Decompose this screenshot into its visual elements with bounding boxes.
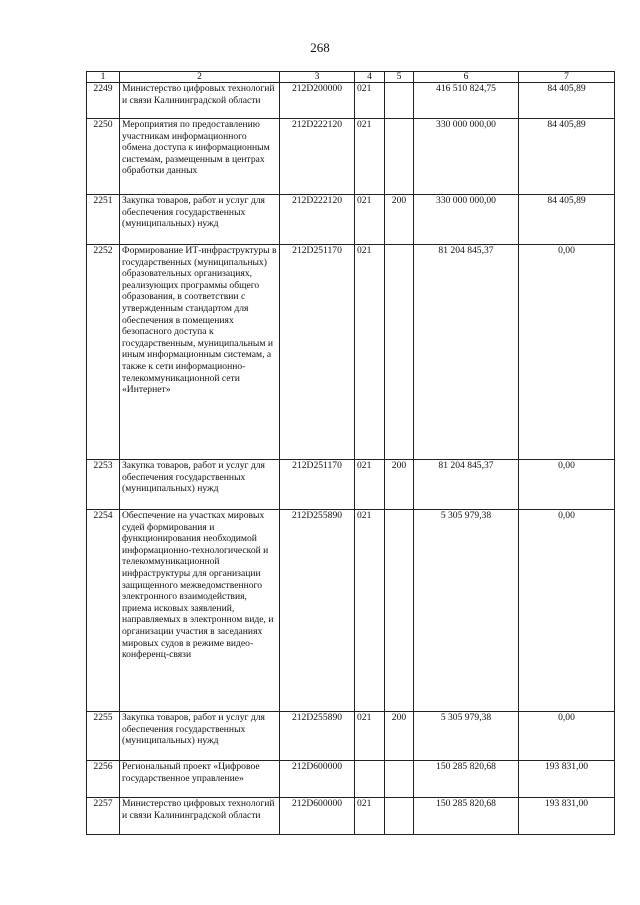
ministry-code: 021	[355, 119, 385, 195]
item-name: Министерство цифровых технологий и связи Калининградской области	[120, 798, 280, 835]
row-number: 2252	[87, 245, 120, 460]
item-name: Мероприятия по предоставлению участникам информационного обмена доступа к информационным системам, размещенным в центрах обработки данных	[120, 119, 280, 195]
column-header: 7	[519, 72, 615, 83]
expense-type-code	[385, 119, 414, 195]
amount-col7: 0,00	[519, 510, 615, 712]
amount-col6: 330 000 000,00	[414, 119, 519, 195]
amount-col6: 5 305 979,38	[414, 712, 519, 761]
target-code: 212D222120	[280, 195, 355, 245]
row-number: 2256	[87, 761, 120, 798]
table-row	[87, 510, 615, 712]
amount-col7: 193 831,00	[519, 761, 615, 798]
target-code: 212D251170	[280, 245, 355, 460]
amount-col7: 193 831,00	[519, 798, 615, 835]
item-name: Региональный проект «Цифровое государственное управление»	[120, 761, 280, 798]
item-name: Закупка товаров, работ и услуг для обеспечения государственных (муниципальных) нужд	[120, 460, 280, 510]
item-name: Закупка товаров, работ и услуг для обеспечения государственных (муниципальных) нужд	[120, 712, 280, 761]
table-row	[87, 195, 615, 245]
item-name: Обеспечение на участках мировых судей формирования и функционирования необходимой информационно-технологической и телекоммуникационной инфраструктуры для организации защищенного межведомственного электронного взаимодействия, приема исковых заявлений, направляемых в электронном виде, и организации участия в заседаниях мировых судов в режиме видео-конференц-связи	[120, 510, 280, 712]
amount-col6: 5 305 979,38	[414, 510, 519, 712]
page-number: 268	[310, 40, 330, 55]
row-number: 2257	[87, 798, 120, 835]
amount-col6: 150 285 820,68	[414, 798, 519, 835]
column-header: 6	[414, 72, 519, 83]
amount-col7: 0,00	[519, 245, 615, 460]
amount-col7: 84 405,89	[519, 195, 615, 245]
column-header: 4	[355, 72, 385, 83]
row-number: 2250	[87, 119, 120, 195]
table-row	[87, 460, 615, 510]
target-code: 212D600000	[280, 761, 355, 798]
expense-type-code	[385, 245, 414, 460]
item-name: Закупка товаров, работ и услуг для обеспечения государственных (муниципальных) нужд	[120, 195, 280, 245]
target-code: 212D251170	[280, 460, 355, 510]
budget-table	[86, 71, 615, 835]
amount-col6: 81 204 845,37	[414, 460, 519, 510]
table-row	[87, 119, 615, 195]
row-number: 2254	[87, 510, 120, 712]
table-row	[87, 712, 615, 761]
row-number: 2249	[87, 83, 120, 119]
expense-type-code	[385, 510, 414, 712]
expense-type-code	[385, 798, 414, 835]
expense-type-code	[385, 761, 414, 798]
column-header: 2	[120, 72, 280, 83]
amount-col7: 0,00	[519, 712, 615, 761]
target-code: 212D600000	[280, 798, 355, 835]
ministry-code: 021	[355, 798, 385, 835]
expense-type-code: 200	[385, 712, 414, 761]
amount-col7: 0,00	[519, 460, 615, 510]
amount-col6: 330 000 000,00	[414, 195, 519, 245]
table-row	[87, 761, 615, 798]
expense-type-code	[385, 83, 414, 119]
amount-col6: 416 510 824,75	[414, 83, 519, 119]
expense-type-code: 200	[385, 195, 414, 245]
ministry-code: 021	[355, 195, 385, 245]
table-row	[87, 245, 615, 460]
item-name: Министерство цифровых технологий и связи Калининградской области	[120, 83, 280, 119]
ministry-code: 021	[355, 460, 385, 510]
column-header: 5	[385, 72, 414, 83]
amount-col6: 81 204 845,37	[414, 245, 519, 460]
amount-col6: 150 285 820,68	[414, 761, 519, 798]
target-code: 212D200000	[280, 83, 355, 119]
item-name: Формирование ИТ-инфраструктуры в государственных (муниципальных) образовательных организациях, реализующих программы общего образования, в соответствии с утвержденным стандартом для обеспечения в помещениях безопасного доступа к государственным, муниципальным и иным информационным системам, а также к сети информационно-телекоммуникационной сети «Интернет»	[120, 245, 280, 460]
amount-col7: 84 405,89	[519, 83, 615, 119]
row-number: 2255	[87, 712, 120, 761]
column-number-row	[87, 72, 615, 83]
column-header: 3	[280, 72, 355, 83]
table-row	[87, 798, 615, 835]
ministry-code: 021	[355, 712, 385, 761]
amount-col7: 84 405,89	[519, 119, 615, 195]
row-number: 2253	[87, 460, 120, 510]
ministry-code: 021	[355, 510, 385, 712]
row-number: 2251	[87, 195, 120, 245]
target-code: 212D255890	[280, 712, 355, 761]
ministry-code	[355, 761, 385, 798]
ministry-code: 021	[355, 83, 385, 119]
column-header: 1	[87, 72, 120, 83]
expense-type-code: 200	[385, 460, 414, 510]
table-row	[87, 83, 615, 119]
target-code: 212D255890	[280, 510, 355, 712]
target-code: 212D222120	[280, 119, 355, 195]
ministry-code: 021	[355, 245, 385, 460]
